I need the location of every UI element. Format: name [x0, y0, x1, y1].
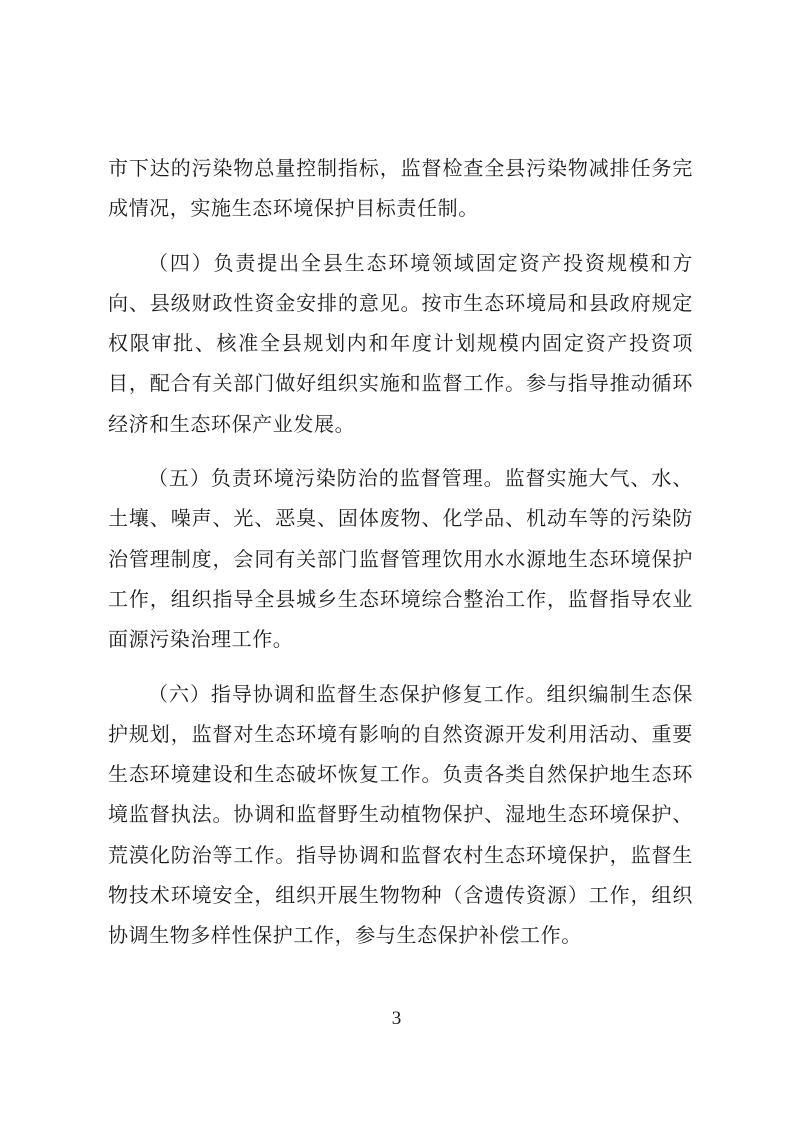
document-body	[108, 148, 693, 956]
page-number: 3	[391, 1008, 402, 1029]
paragraph-item-5: （五）负责环境污染防治的监督管理。监督实施大气、水、土壤、噪声、光、恶臭、固体废物、化学品、机动车等的污染防治管理制度，会同有关部门监督管理饮用水水源地生态环境保护工作，组织指导全县城乡生态环境综合整治工作，监督指导农业面源污染治理工作。	[108, 466, 693, 652]
paragraph-item-4: （四）负责提出全县生态环境领域固定资产投资规模和方向、县级财政性资金安排的意见。按市生态环境局和县政府规定权限审批、核准全县规划内和年度计划规模内固定资产投资项目，配合有关部门做好组织实施和监督工作。参与指导推动循环经济和生态环保产业发展。	[108, 250, 693, 436]
paragraph-gap	[108, 229, 693, 243]
paragraph-continuation: 市下达的污染物总量控制指标，监督检查全县污染物减排任务完成情况，实施生态环境保护目标责任制。	[108, 156, 693, 221]
paragraph-gap	[108, 660, 693, 674]
paragraph-gap	[108, 444, 693, 458]
paragraph-item-6: （六）指导协调和监督生态保护修复工作。组织编制生态保护规划，监督对生态环境有影响的自然资源开发利用活动、重要生态环境建设和生态破坏恢复工作。负责各类自然保护地生态环境监督执法。协调和监督野生动植物保护、湿地生态环境保护、荒漠化防治等工作。指导协调和监督农村生态环境保护，监督生物技术环境安全，组织开展生物物种（含遗传资源）工作，组织协调生物多样性保护工作，参与生态保护补偿工作。	[108, 681, 693, 948]
